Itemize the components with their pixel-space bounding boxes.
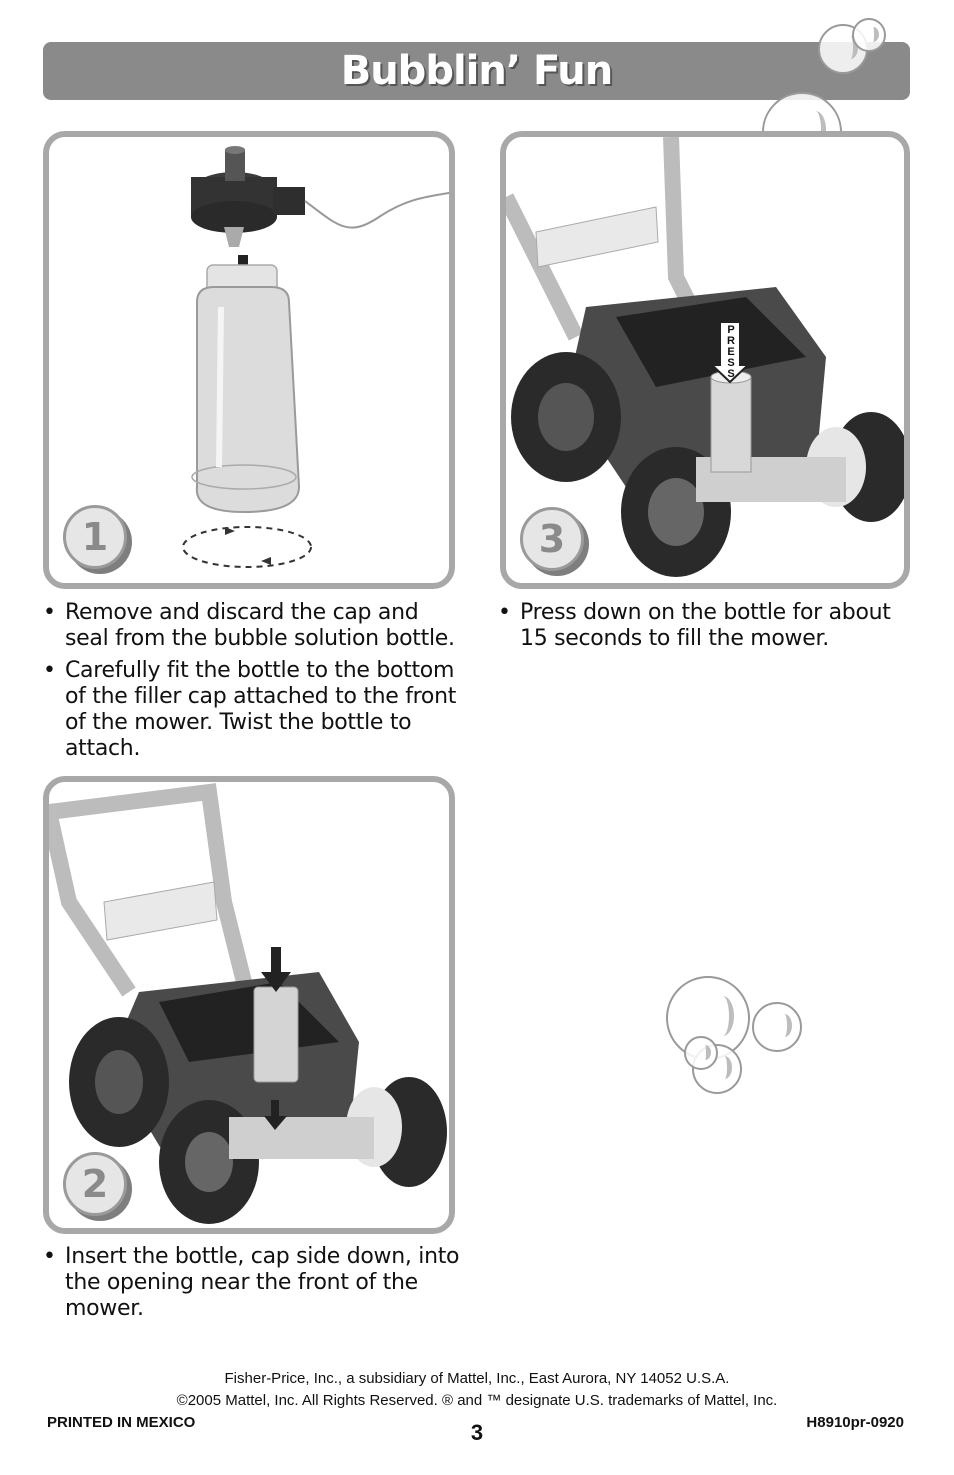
list-item: • Press down on the bottle for about 15 seconds to fill the mower. [498, 600, 898, 652]
footer-company-line: Fisher-Price, Inc., a subsidiary of Mattel, Inc., East Aurora, NY 14052 U.S.A. [224, 1370, 730, 1387]
page-title: Bubblin’ Fun [340, 48, 613, 94]
bubble-icon [752, 1002, 802, 1052]
step-3-instructions [498, 600, 898, 658]
step-2-illustration-panel [43, 776, 455, 1234]
page-number: 3 [470, 1420, 484, 1445]
printed-in-label: PRINTED IN MEXICO [47, 1414, 196, 1431]
step-number-badge: 3 [520, 507, 584, 571]
step-number-badge: 2 [63, 1152, 127, 1216]
press-label: PRESS [727, 324, 735, 380]
list-item: • Carefully fit the bottle to the bottom of the filler cap attached to the front of the mower. Twist the bottle to attach. [43, 658, 463, 762]
list-item: • Remove and discard the cap and seal from the bubble solution bottle. [43, 600, 463, 652]
footer-copyright-line: ©2005 Mattel, Inc. All Rights Reserved. ® and ™ designate U.S. trademarks of Mattel, Inc. [176, 1392, 778, 1409]
step-3-illustration-panel [500, 131, 910, 589]
list-item: • Insert the bottle, cap side down, into the opening near the front of the mower. [43, 1244, 463, 1322]
step-number-badge: 1 [63, 505, 127, 569]
step-1-illustration-panel [43, 131, 455, 589]
bubble-icon [684, 1036, 718, 1070]
title-bar [43, 42, 910, 100]
document-code: H8910pr-0920 [806, 1414, 904, 1431]
step-2-instructions [43, 1244, 463, 1328]
step-1-instructions [43, 600, 463, 768]
bubble-icon [852, 18, 886, 52]
